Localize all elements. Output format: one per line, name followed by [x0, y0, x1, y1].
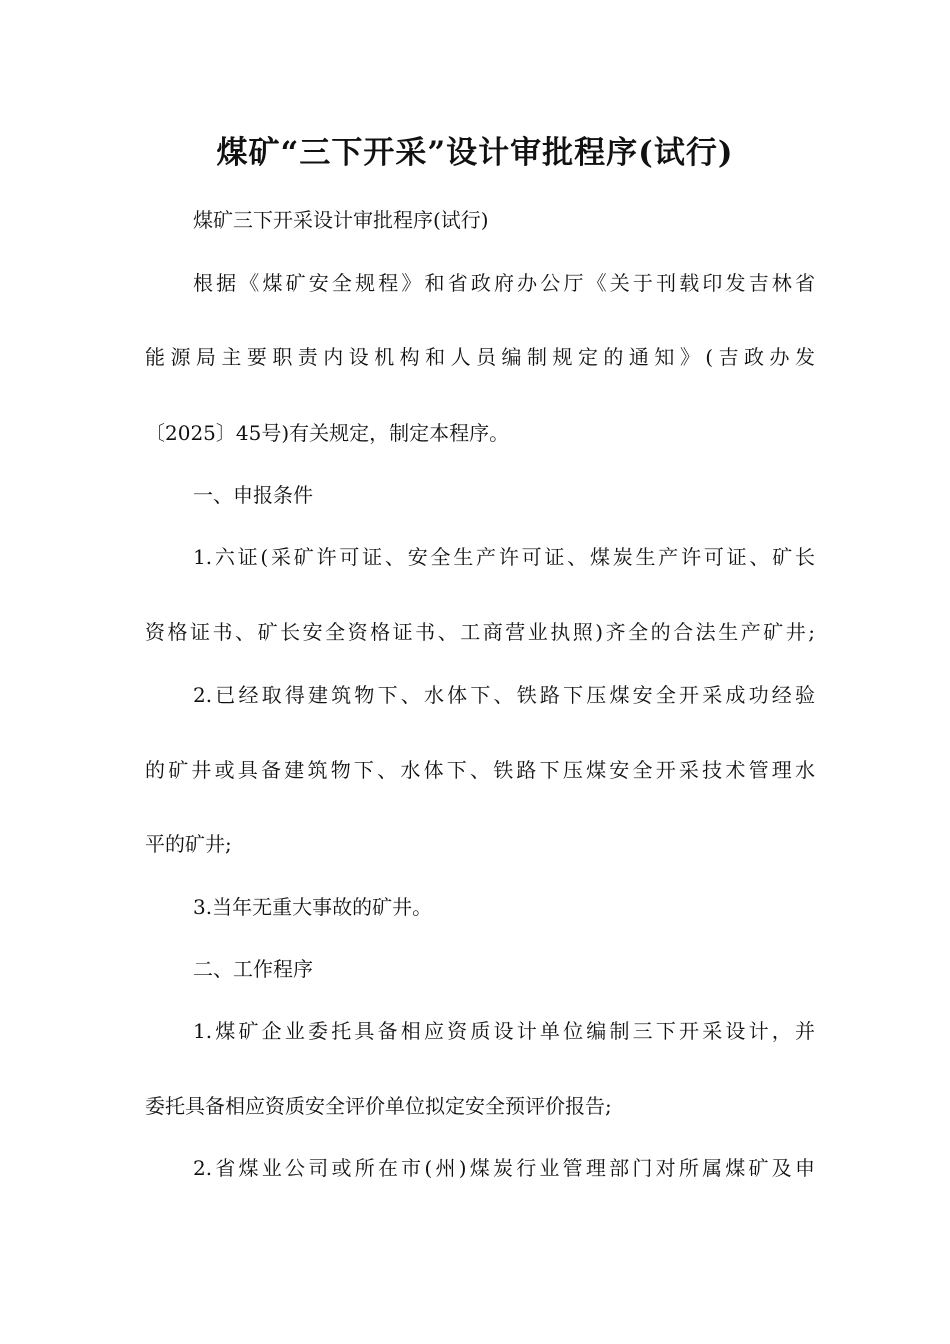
paragraph-line: 2.已经取得建筑物下、水体下、铁路下压煤安全开采成功经验 [193, 683, 815, 707]
paragraph-line: 能源局主要职责内设机构和人员编制规定的通知》(吉政办发 [145, 345, 815, 369]
paragraph-line: 委托具备相应资质安全评价单位拟定安全预评价报告; [145, 1094, 612, 1118]
paragraph-line: 根据《煤矿安全规程》和省政府办公厅《关于刊载印发吉林省 [193, 271, 815, 295]
paragraph-line: 的矿井或具备建筑物下、水体下、铁路下压煤安全开采技术管理水 [145, 758, 815, 782]
section-heading: 一、申报条件 [193, 483, 313, 507]
paragraph-line: 3.当年无重大事故的矿井。 [193, 895, 433, 919]
document-title: 煤矿“三下开采”设计审批程序(试行) [216, 135, 734, 171]
paragraph-line: 〔2025〕45号)有关规定，制定本程序。 [145, 421, 510, 445]
paragraph-line: 1.六证(采矿许可证、安全生产许可证、煤炭生产许可证、矿长 [193, 545, 815, 569]
paragraph-line: 2.省煤业公司或所在市(州)煤炭行业管理部门对所属煤矿及申 [193, 1156, 815, 1180]
paragraph-line: 1.煤矿企业委托具备相应资质设计单位编制三下开采设计，并 [193, 1019, 815, 1043]
section-heading: 二、工作程序 [193, 957, 313, 981]
paragraph-line: 平的矿井; [145, 832, 232, 856]
subtitle-line: 煤矿三下开采设计审批程序(试行) [193, 208, 489, 232]
paragraph-line: 资格证书、矿长安全资格证书、工商营业执照)齐全的合法生产矿井; [145, 620, 815, 644]
